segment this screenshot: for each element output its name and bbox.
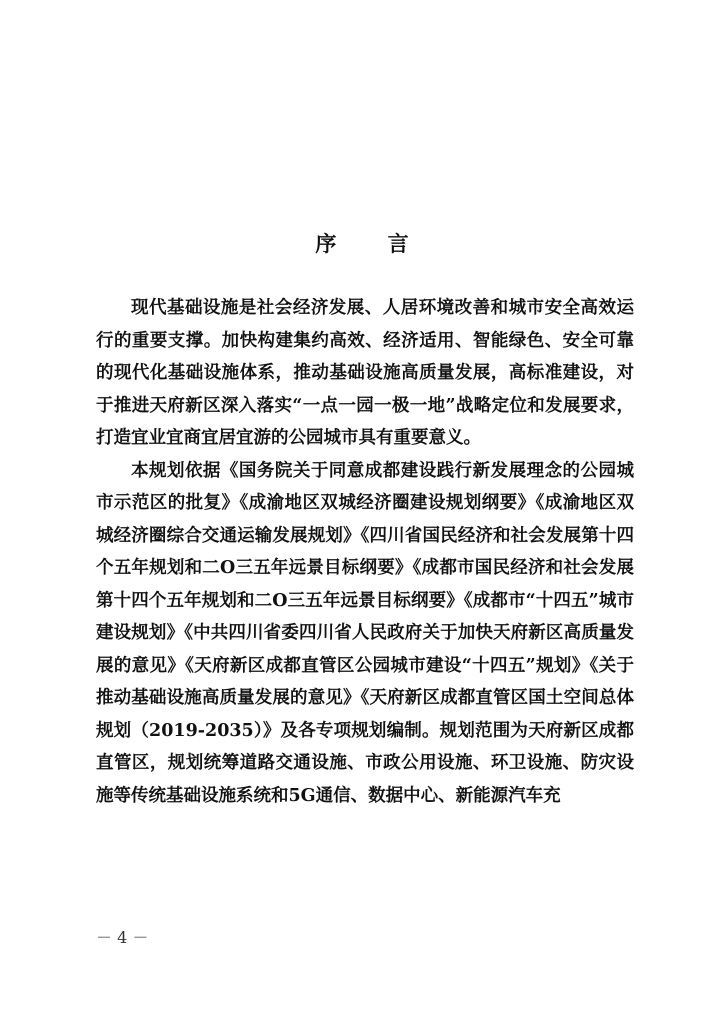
page-title: 序 言	[315, 231, 431, 256]
paragraph-1: 现代基础设施是社会经济发展、人居环境改善和城市安全高效运行的重要支撑。加快构建集约高效、经济适用、智能绿色、安全可靠的现代化基础设施体系，推动基础设施高质量发展，高标准建设，对于推进天府新区深入落实“一点一园一极一地”战略定位和发展要求，打造宜业宜商宜居宜游的公园城市具有重要意义。	[96, 298, 634, 448]
body-text	[96, 292, 634, 812]
page-number: － 4 －	[96, 928, 149, 947]
paragraph-2: 本规划依据《国务院关于同意成都建设践行新发展理念的公园城市示范区的批复》《成渝地区双城经济圈建设规划纲要》《成渝地区双城经济圈综合交通运输发展规划》《四川省国民经济和社会发展第十四个五年规划和二O三五年远景目标纲要》《成都市国民经济和社会发展第十四个五年规划和二O三五年远景目标纲要》《成都市“十四五”城市建设规划》《中共四川省委四川省人民政府关于加快天府新区高质量发展的意见》《天府新区成都直管区公园城市建设“十四五”规划》《关于推动基础设施高质量发展的意见》《天府新区成都直管区国土空间总体规划（2019-2035）》及各专项规划编制。规划范围为天府新区成都直管区，规划统筹道路交通设施、市政公用设施、环卫设施、防灾设施等传统基础设施系统和5G通信、数据中心、新能源汽车充	[96, 460, 634, 806]
